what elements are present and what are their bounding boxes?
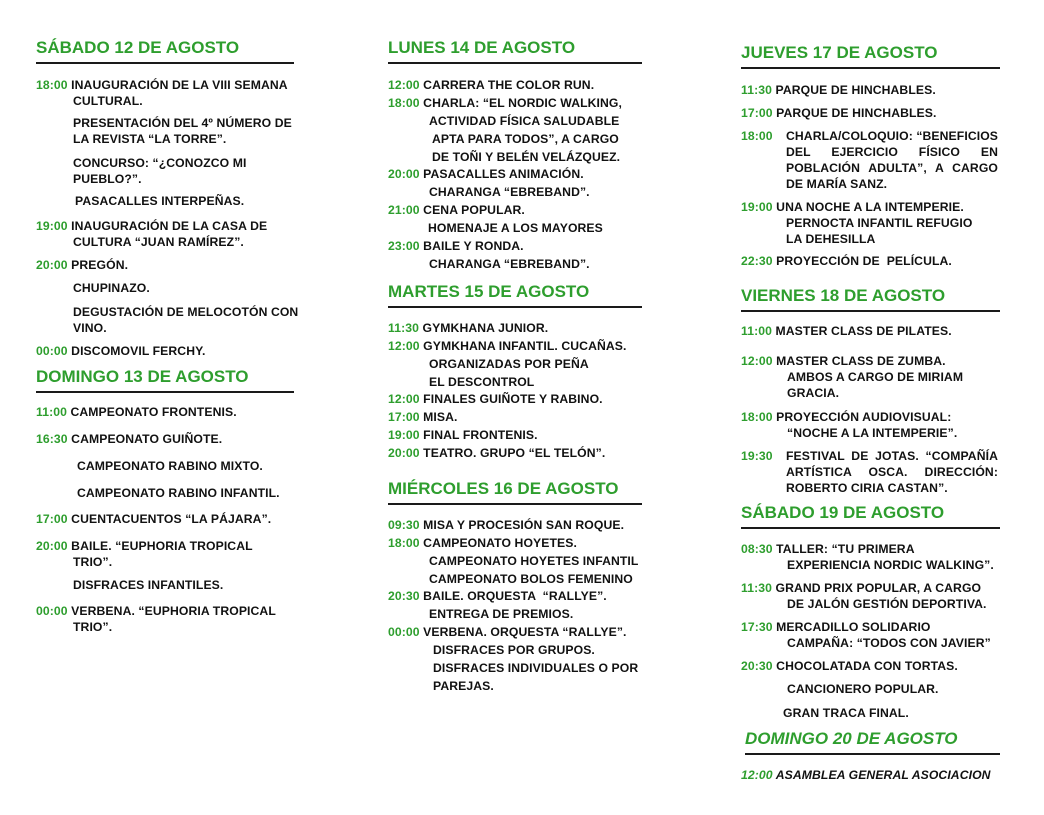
event-text: PARQUE DE HINCHABLES. <box>775 83 936 97</box>
day-section <box>388 282 642 308</box>
event-text: CAMPEONATO FRONTENIS. <box>70 405 237 419</box>
event-time: 19:00 <box>388 428 420 442</box>
event-text: TRIO”. <box>73 620 113 634</box>
event-text: BAILE. ORQUESTA “RALLYE”. <box>423 589 607 603</box>
event-text: CHARANGA “EBREBAND”. <box>429 257 590 271</box>
event-text: BAILE Y RONDA. <box>423 239 524 253</box>
event-text: DISFRACES INDIVIDUALES O POR <box>433 661 639 675</box>
event-time: 17:30 <box>741 620 773 634</box>
day-section <box>36 38 294 64</box>
event-text: CAMPEONATO GUIÑOTE. <box>71 432 223 446</box>
event-text: MASTER CLASS DE ZUMBA. <box>776 354 946 368</box>
event-text: CANCIONERO POPULAR. <box>787 682 939 696</box>
event-text: MISA. <box>423 410 458 424</box>
event-time: 19:00 <box>36 219 68 233</box>
event-text: PREGÓN. <box>71 258 129 272</box>
event-text: MASTER CLASS DE PILATES. <box>775 324 952 338</box>
event-text: CHARLA/COLOQUIO: “BENEFICIOS <box>786 129 999 143</box>
event-time: 11:30 <box>388 321 419 335</box>
event-time: 17:00 <box>741 106 773 120</box>
event-time: 12:00 <box>388 78 420 92</box>
event-time: 20:00 <box>388 446 420 460</box>
event-text: CAMPEONATO BOLOS FEMENINO <box>429 572 633 586</box>
event-text: DE TOÑI Y BELÉN VELÁZQUEZ. <box>432 150 621 164</box>
event-text: FINALES GUIÑOTE Y RABINO. <box>423 392 603 406</box>
day-section <box>36 367 294 393</box>
event-time: 19:00 <box>741 200 773 214</box>
event-text: CAMPEONATO RABINO INFANTIL. <box>77 486 280 500</box>
event-text: CAMPEONATO HOYETES. <box>423 536 577 550</box>
event-text: TRIO”. <box>73 555 113 569</box>
day-heading: SÁBADO 12 DE AGOSTO <box>36 38 294 64</box>
event-time: 23:00 <box>388 239 420 253</box>
event-text: ACTIVIDAD FÍSICA SALUDABLE <box>429 114 620 128</box>
event-text: DEL EJERCICIO FÍSICO EN <box>786 145 998 159</box>
event-time: 21:00 <box>388 203 420 217</box>
event-text: PAREJAS. <box>433 679 494 693</box>
event-text: DE JALÓN GESTIÓN DEPORTIVA. <box>787 597 987 611</box>
day-heading: DOMINGO 20 DE AGOSTO <box>745 729 1000 755</box>
event-text: DE MARÍA SANZ. <box>786 177 888 191</box>
event-text: DISFRACES INFANTILES. <box>73 578 224 592</box>
event-text: GRAND PRIX POPULAR, A CARGO <box>775 581 982 595</box>
event-text: CHUPINAZO. <box>73 281 150 295</box>
event-text: FESTIVAL DE JOTAS. “COMPAÑÍA <box>786 449 998 463</box>
event-text: DISCOMOVIL FERCHY. <box>71 344 206 358</box>
event-time: 22:30 <box>741 254 773 268</box>
event-text: GRACIA. <box>787 386 840 400</box>
event-time: 12:00 <box>388 392 420 406</box>
event-text: ENTREGA DE PREMIOS. <box>429 607 574 621</box>
event-time: 20:00 <box>36 539 68 553</box>
event-time: 11:30 <box>741 581 772 595</box>
event-text: LA DEHESILLA <box>786 232 876 246</box>
event-text: TALLER: “TU PRIMERA <box>776 542 915 556</box>
event-text: INAUGURACIÓN DE LA VIII SEMANA <box>71 78 288 92</box>
event-text: CULTURA “JUAN RAMÍREZ”. <box>73 235 244 249</box>
event-text: EXPERIENCIA NORDIC WALKING”. <box>787 558 994 572</box>
day-heading: VIERNES 18 DE AGOSTO <box>741 286 1000 312</box>
event-time: 00:00 <box>388 625 420 639</box>
event-time: 11:30 <box>741 83 772 97</box>
event-time: 17:00 <box>388 410 420 424</box>
event-time: 12:00 <box>388 339 420 353</box>
event-text: DISFRACES POR GRUPOS. <box>433 643 595 657</box>
event-text: VERBENA. “EUPHORIA TROPICAL <box>71 604 276 618</box>
day-heading: JUEVES 17 DE AGOSTO <box>741 43 1000 69</box>
event-text: MISA Y PROCESIÓN SAN ROQUE. <box>423 518 625 532</box>
event-text: CONCURSO: “¿CONOZCO MI <box>73 156 247 170</box>
event-text: PERNOCTA INFANTIL REFUGIO <box>786 216 973 230</box>
event-text: CHARANGA “EBREBAND”. <box>429 185 590 199</box>
event-text: PROYECCIÓN DE PELÍCULA. <box>776 254 952 268</box>
event-text: FINAL FRONTENIS. <box>423 428 538 442</box>
event-text: CENA POPULAR. <box>423 203 525 217</box>
day-heading: DOMINGO 13 DE AGOSTO <box>36 367 294 393</box>
day-heading: MARTES 15 DE AGOSTO <box>388 282 642 308</box>
event-text: CUENTACUENTOS “LA PÁJARA”. <box>71 512 272 526</box>
event-text: GYMKHANA INFANTIL. CUCAÑAS. <box>423 339 627 353</box>
event-text: ORGANIZADAS POR PEÑA <box>429 357 589 371</box>
day-section <box>741 43 1000 69</box>
day-section <box>741 286 1000 312</box>
event-time: 20:30 <box>741 659 773 673</box>
event-text: PARQUE DE HINCHABLES. <box>776 106 937 120</box>
event-text: MERCADILLO SOLIDARIO <box>776 620 931 634</box>
event-time: 11:00 <box>741 324 772 338</box>
event-time: 18:00 <box>36 78 68 92</box>
event-time: 19:30 <box>741 449 773 463</box>
event-text: CULTURAL. <box>73 94 143 108</box>
event-text: PASACALLES INTERPEÑAS. <box>75 194 245 208</box>
day-section <box>388 479 642 505</box>
event-text: PROYECCIÓN AUDIOVISUAL: <box>776 410 952 424</box>
day-section <box>388 38 642 64</box>
event-text: CAMPEONATO RABINO MIXTO. <box>77 459 263 473</box>
day-section <box>741 503 1000 529</box>
event-time: 18:00 <box>388 96 420 110</box>
event-time: 20:00 <box>388 167 420 181</box>
event-text: “NOCHE A LA INTEMPERIE”. <box>787 426 958 440</box>
event-text: DEGUSTACIÓN DE MELOCOTÓN CON <box>73 305 299 319</box>
event-time: 20:00 <box>36 258 68 272</box>
event-text: CARRERA THE COLOR RUN. <box>423 78 595 92</box>
day-heading: MIÉRCOLES 16 DE AGOSTO <box>388 479 642 505</box>
event-time: 00:00 <box>36 604 68 618</box>
event-time: 12:00 <box>741 768 773 782</box>
event-time: 18:00 <box>741 129 773 143</box>
event-time: 00:00 <box>36 344 68 358</box>
event-time: 17:00 <box>36 512 68 526</box>
event-text: POBLACIÓN ADULTA”, A CARGO <box>786 161 998 175</box>
event-time: 08:30 <box>741 542 773 556</box>
event-time: 18:00 <box>741 410 773 424</box>
event-text: ASAMBLEA GENERAL ASOCIACION <box>775 768 991 782</box>
event-text: CAMPAÑA: “TODOS CON JAVIER” <box>787 636 991 650</box>
event-text: GRAN TRACA FINAL. <box>783 706 909 720</box>
event-text: GYMKHANA JUNIOR. <box>422 321 549 335</box>
event-time: 11:00 <box>36 405 67 419</box>
event-time: 20:30 <box>388 589 420 603</box>
event-time: 16:30 <box>36 432 68 446</box>
day-heading: SÁBADO 19 DE AGOSTO <box>741 503 1000 529</box>
event-text: PUEBLO?”. <box>73 172 142 186</box>
event-text: AMBOS A CARGO DE MIRIAM <box>787 370 964 384</box>
event-text: APTA PARA TODOS”, A CARGO <box>432 132 619 146</box>
event-text: CHARLA: “EL NORDIC WALKING, <box>423 96 622 110</box>
event-text: CHOCOLATADA CON TORTAS. <box>776 659 958 673</box>
day-section <box>745 729 1000 755</box>
event-text: CAMPEONATO HOYETES INFANTIL <box>429 554 639 568</box>
event-text: LA REVISTA “LA TORRE”. <box>73 132 227 146</box>
event-text: ARTÍSTICA OSCA. DIRECCIÓN: <box>786 465 998 479</box>
event-text: VINO. <box>73 321 107 335</box>
event-text: ROBERTO CIRIA CASTAN”. <box>786 481 948 495</box>
event-text: PASACALLES ANIMACIÓN. <box>423 167 584 181</box>
event-text: TEATRO. GRUPO “EL TELÓN”. <box>423 446 606 460</box>
event-text: INAUGURACIÓN DE LA CASA DE <box>71 219 268 233</box>
event-text: EL DESCONTROL <box>429 375 535 389</box>
event-text: BAILE. “EUPHORIA TROPICAL <box>71 539 253 553</box>
event-text: UNA NOCHE A LA INTEMPERIE. <box>776 200 964 214</box>
event-time: 09:30 <box>388 518 420 532</box>
event-text: PRESENTACIÓN DEL 4º NÚMERO DE <box>73 116 292 130</box>
event-time: 12:00 <box>741 354 773 368</box>
event-time: 18:00 <box>388 536 420 550</box>
day-heading: LUNES 14 DE AGOSTO <box>388 38 642 64</box>
event-text: VERBENA. ORQUESTA “RALLYE”. <box>423 625 627 639</box>
event-text: HOMENAJE A LOS MAYORES <box>428 221 603 235</box>
